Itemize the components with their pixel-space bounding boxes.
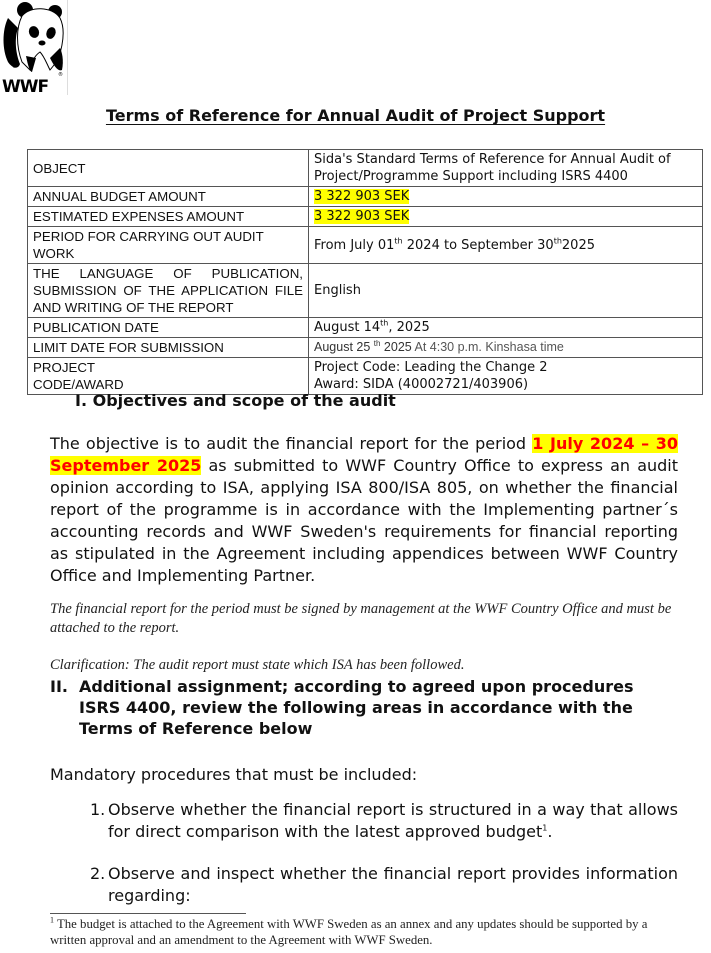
row-value [309,207,703,227]
row-key: PROJECT CODE/AWARD [28,358,309,395]
row-key: ESTIMATED EXPENSES AMOUNT [28,207,309,227]
table-row [28,227,703,264]
table-row [28,358,703,395]
table-row [28,264,703,318]
row-value: Project Code: Leading the Change 2 Award: SIDA (40002721/403906) [309,358,703,395]
signature-note: The financial report for the period must be signed by management at the WWF Country Office and must be attached to the report. [50,601,672,636]
row-key: THE LANGUAGE OF PUBLICATION, SUBMISSION OF THE APPLICATION FILE AND WRITING OF THE REPORT [28,264,309,318]
row-key: PERIOD FOR CARRYING OUT AUDIT WORK [28,227,309,264]
footnote-divider [50,913,246,914]
svg-text:®: ® [12,64,17,70]
row-value: August 14th, 2025 [309,318,703,338]
svg-text:®: ® [58,72,63,78]
document-title: Terms of Reference for Annual Audit of Project Support [105,106,606,125]
budget-amount: 3 322 903 SEK [314,189,410,204]
row-value: English [309,264,703,318]
info-table [27,149,703,395]
row-value: August 25 $^{th}$ 2025 At 4:30 p.m. Kinshasa time [309,338,703,358]
expenses-amount: 3 322 903 SEK [314,209,410,224]
footnote-ref[interactable]: 1 [542,823,548,833]
row-key: LIMIT DATE FOR SUBMISSION [28,338,309,358]
objective-paragraph: The objective is to audit the financial report for the period 1 July 2024 – 30 September 2025 as submitted to WWF Country Office to express an audit opinion according to ISA, applying ISA 800/ISA 805, on whether the financial report of the programme is in accordance with the Implementing partner´s accounting records and WWF Sweden's requirements for financial reporting as stipulated in the Agreement including appendices between WWF Country Office and Implementing Partner. [50,434,679,585]
row-key: PUBLICATION DATE [28,318,309,338]
list-item: 2. Observe and inspect whether the financial report provides information regarding: [90,864,678,905]
clarification-note: Clarification: The audit report must state which ISA has been followed. [50,657,465,673]
table-row [28,187,703,207]
row-value: Sida's Standard Terms of Reference for Annual Audit of Project/Programme Support including ISRS 4400 [309,150,703,187]
row-value: From July 01th 2024 to September 30th2025 [309,227,703,264]
panda-logo-icon [0,0,67,95]
table-row [28,150,703,187]
svg-text:WWF: WWF [2,77,49,95]
list-item: 1. Observe whether the financial report is structured in a way that allows for direct comparison with the latest approved budget$^1$. [90,800,678,841]
mandatory-intro: Mandatory procedures that must be included: [50,765,418,784]
period-highlight: 1 July 2024 – 30 September 2025 [50,434,679,475]
wwf-logo [0,0,68,95]
row-key: OBJECT [28,150,309,187]
footnote: $^1$ The budget is attached to the Agreement with WWF Sweden as an annex and any updates should be supported by a written approval and an amendment to the Agreement with WWF Sweden. [50,915,648,947]
table-row [28,338,703,358]
row-value [309,187,703,207]
table-row [28,207,703,227]
row-key: ANNUAL BUDGET AMOUNT [28,187,309,207]
section-1-heading: I. Objectives and scope of the audit [75,391,396,410]
table-row [28,318,703,338]
section-2-heading: II. Additional assignment; according to agreed upon procedures ISRS 4400, review the following areas in accordance with the Terms of Reference below [50,677,634,738]
